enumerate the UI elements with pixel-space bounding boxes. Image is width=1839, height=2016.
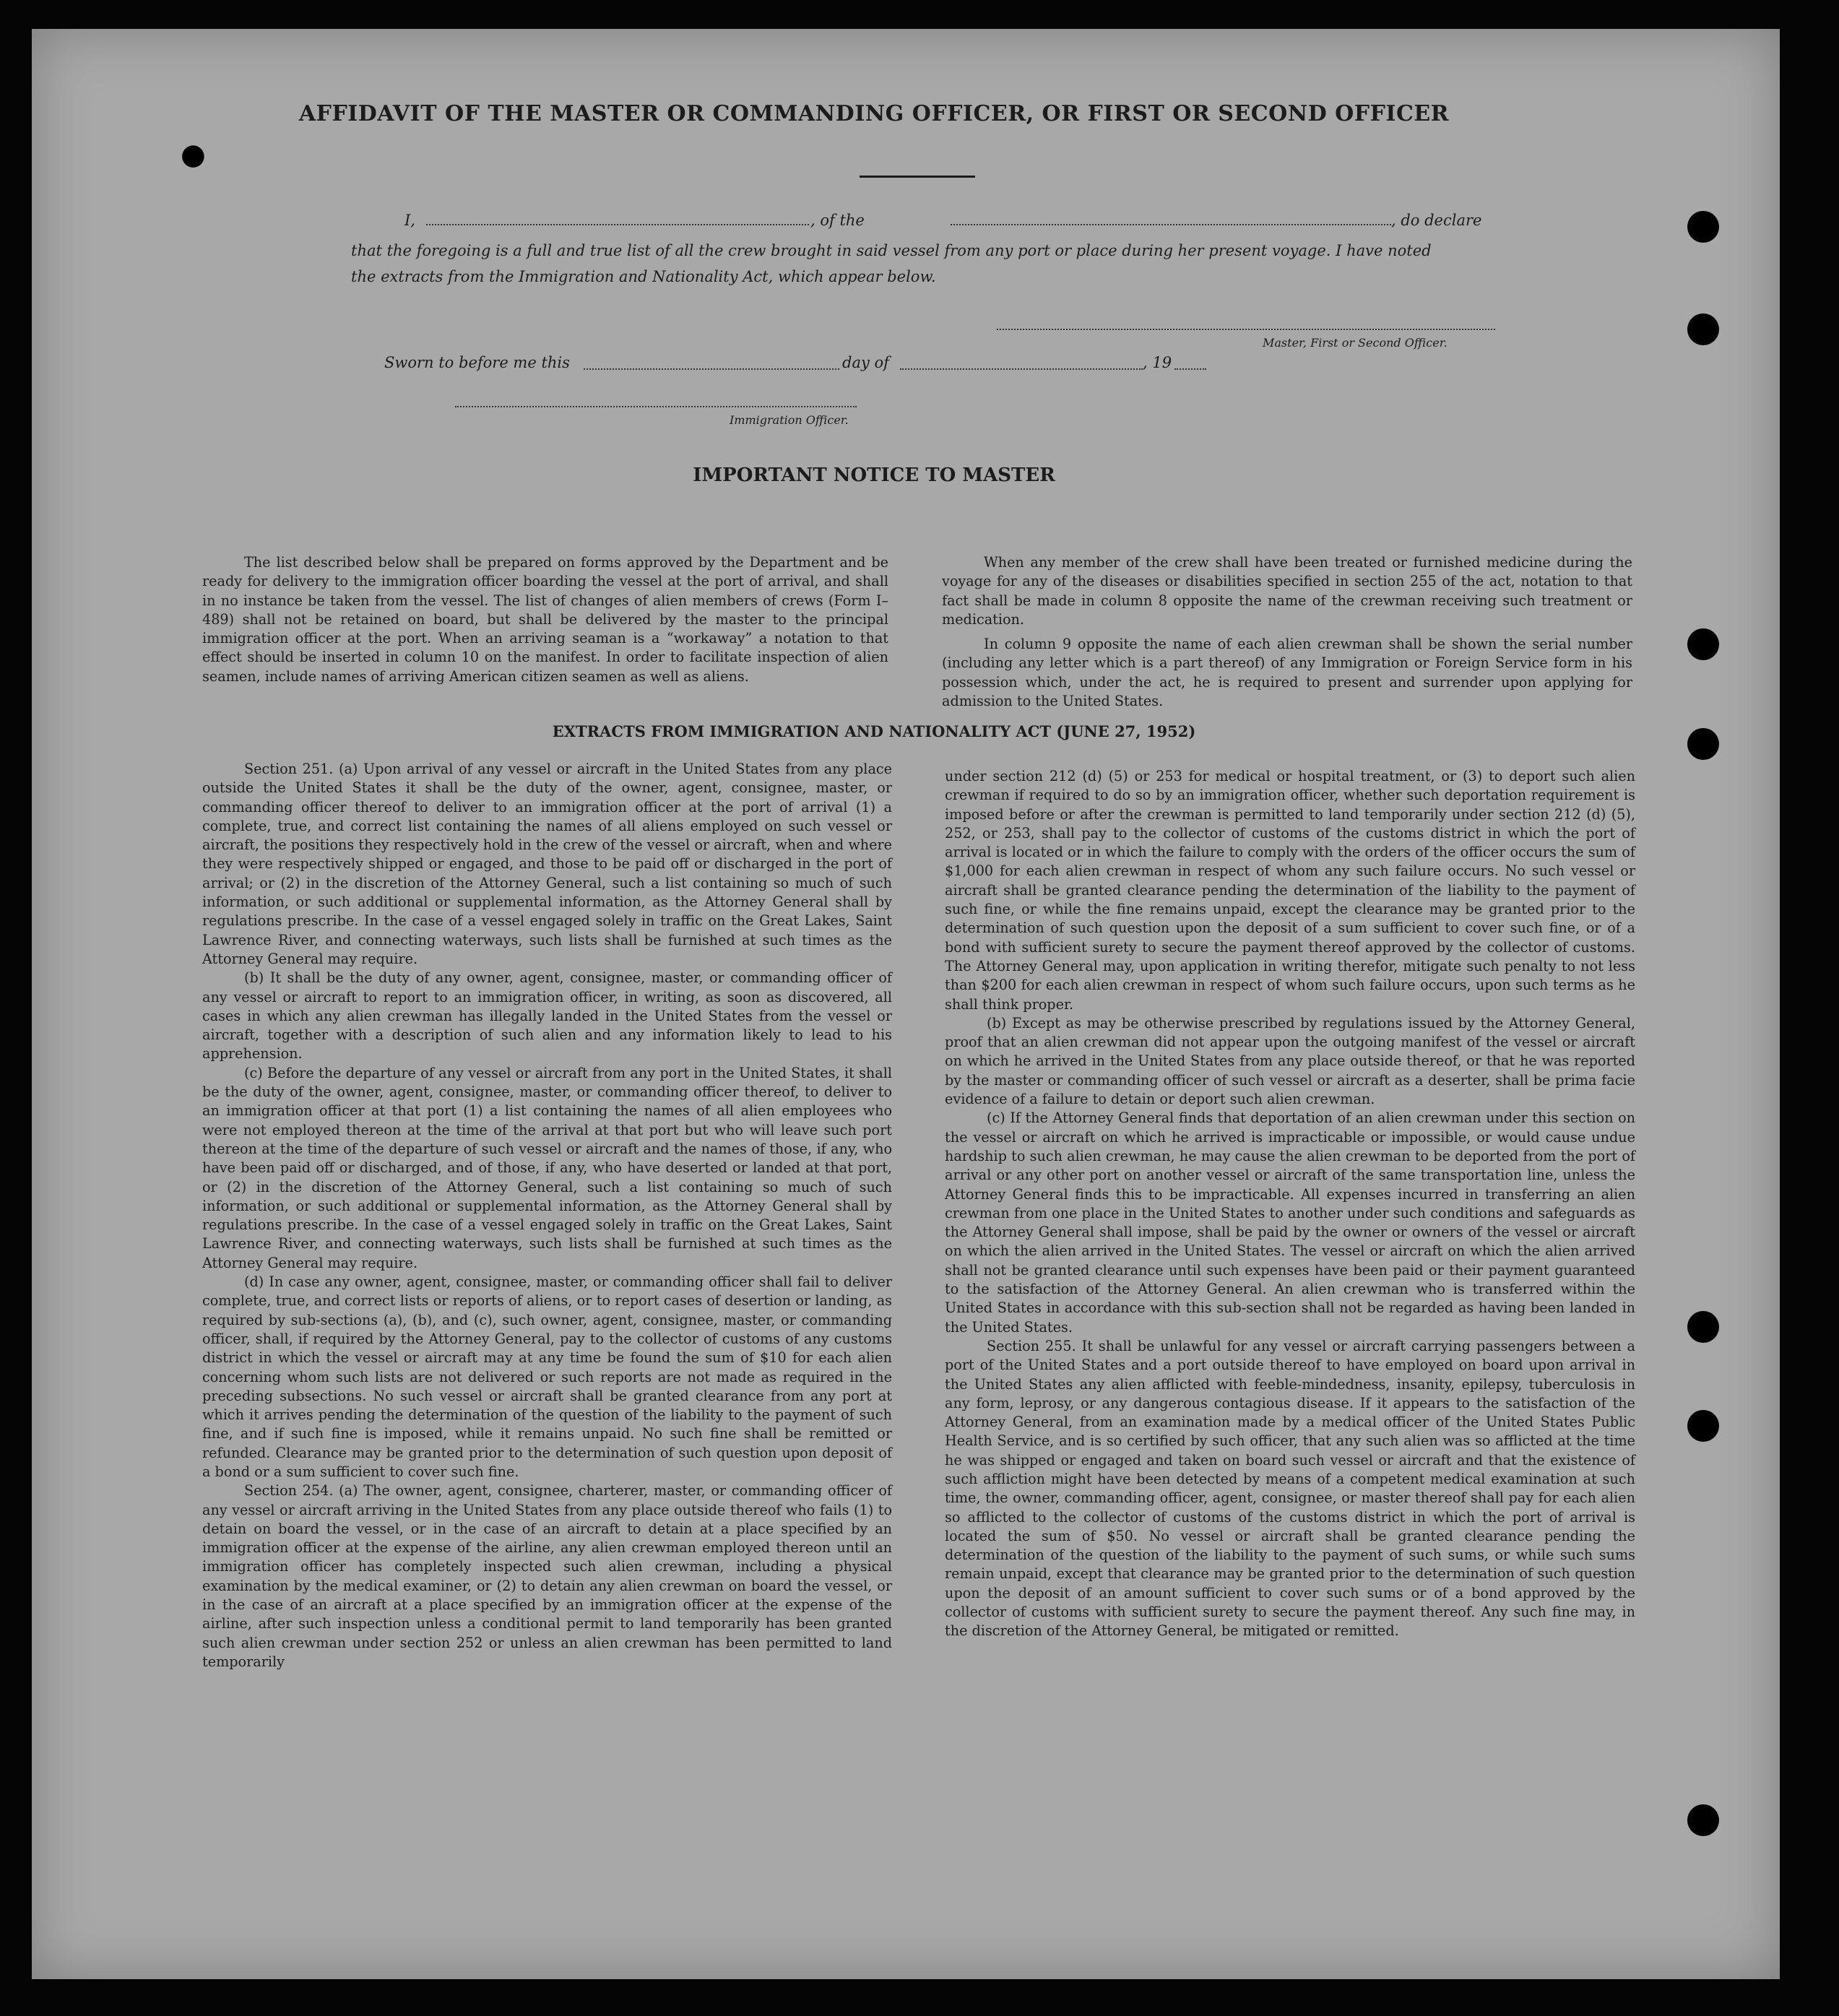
master-caption: Master, First or Second Officer. (1263, 336, 1448, 350)
notice-paragraph: The list described below shall be prepared on forms approved by the Department and be ready for delivery to the immigration officer boarding the vessel at the port of arrival, and shall in no instance be taken from the vessel. The list of changes of alien members of crews (Form I–489) shall not be retained on board, but shall be delivered by the master to the principal immigration officer at the port. When an arriving seaman is a “workaway” a notation to that effect should be inserted in column 10 on the manifest. In order to facilitate inspection of alien seamen, include names of arriving American citizen seamen as well as aliens. (202, 554, 888, 685)
officer-signature-field[interactable] (455, 406, 857, 407)
officer-caption: Immigration Officer. (730, 413, 849, 427)
punch-hole (1687, 1311, 1719, 1343)
extracts-title: EXTRACTS FROM IMMIGRATION AND NATIONALITY ACT (JUNE 27, 1952) (552, 722, 1196, 740)
do-declare-label: , do declare (1391, 212, 1482, 229)
extracts-left-column (202, 760, 892, 1671)
rank-vessel-field[interactable] (951, 224, 1391, 225)
notice-paragraph: In column 9 opposite the name of each alien crewman shall be shown the serial number (including any letter which is a part thereof) of any Immigration or Foreign Service form in his possession which, under the act, he is required to present and surrender upon applying for admission to the United States. (942, 636, 1632, 710)
i-label: I, (404, 212, 415, 229)
section-paragraph: Section 251. (a) Upon arrival of any vessel or aircraft in the United States from any place outside the United States it shall be the duty of the owner, agent, consignee, master, or commanding officer thereof to deliver to an immigration officer at the port of arrival (1) a complete, true, and correct list containing the names of all aliens employed on such vessel or aircraft, the positions they respectively hold in the crew of the vessel or aircraft, when and where they were respectively shipped or engaged, and those to be paid off or discharged in the port of arrival; or (2) in the discretion of the Attorney General, such a list containing so much of such information, or such additional or supplemental information, as the Attorney General shall by regulations prescribe. In the case of a vessel engaged solely in traffic on the Great Lakes, Saint Lawrence River, and connecting waterways, such lists shall be furnished at such times as the Attorney General may require. (202, 761, 892, 967)
sworn-label: Sworn to before me this (384, 354, 570, 371)
day-of-label: day of (842, 354, 889, 371)
sworn-year-field[interactable] (1174, 368, 1206, 370)
notice-paragraph: When any member of the crew shall have been treated or furnished medicine during the voyage for any of the diseases or disabilities specified in section 255 of the act, notation to that fact shall be made in column 8 opposite the name of the crewman receiving such treatment or medication. (942, 554, 1632, 628)
section-paragraph: Section 254. (a) The owner, agent, consignee, charterer, master, or commanding officer of any vessel or aircraft arriving in the United States from any place outside thereof who fails (1) to detain on board the vessel, or in the case of an aircraft to detain at a place specified by an immigration officer at the expense of the airline, any alien crewman employed thereon until an immigration officer has completely inspected such alien crewman, including a physical examination by the medical examiner, or (2) to detain any alien crewman on board the vessel, or in the case of an aircraft at a place specified by an immigration officer at the expense of the airline, after such inspection unless a conditional permit to land temporarily has been granted such alien crewman under section 252 or unless an alien crewman has been permitted to land temporarily (202, 1482, 892, 1670)
sworn-month-field[interactable] (900, 368, 1143, 370)
name-field[interactable] (426, 224, 809, 225)
section-paragraph: (d) In case any owner, agent, consignee, master, or commanding officer shall fail to deliver complete, true, and correct lists or reports of aliens, or to report cases of desertion or landing, as required by sub-sections (a), (b), and (c), such owner, agent, consignee, master, or commanding officer, shall, if required by the Attorney General, pay to the collector of customs of any customs district in which the vessel or aircraft may at any time be found the sum of $10 for each alien concerning whom such lists are not delivered or such reports are not made as required in the preceding subsections. No such vessel or aircraft shall be granted clearance from any port at which it arrives pending the determination of the question of the liability to the payment of such fine, and if such fine is imposed, while it remains unpaid. No such fine shall be remitted or refunded. Clearance may be granted prior to the determination of such question upon deposit of a bond or a sum sufficient to cover such fine. (202, 1273, 892, 1480)
title-underline (860, 176, 975, 178)
punch-hole (1687, 313, 1719, 345)
section-paragraph: (b) Except as may be otherwise prescribed by regulations issued by the Attorney General, proof that an alien crewman did not appear upon the outgoing manifest of the vessel or aircraft on which he arrived in the United States from any place outside thereof, or that he was reported by the master or commanding officer of such vessel or aircraft as a deserter, shall be prima facie evidence of a failure to detain or deport such alien crewman. (945, 1014, 1635, 1108)
punch-hole (1687, 1804, 1719, 1836)
section-paragraph: (c) If the Attorney General finds that deportation of an alien crewman under this section on the vessel or aircraft on which he arrived is impracticable or impossible, or would cause undue hardship to such alien crewman, he may cause the alien crewman to be deported from the port of arrival or any other port on another vessel or aircraft of the same transportation line, unless the Attorney General finds this to be impracticable. All expenses incurred in transferring an alien crewman from one place in the United States to another under such conditions and safeguards as the Attorney General shall impose, shall be paid by the owner or owners of the vessel or aircraft on which the alien arrived in the United States. The vessel or aircraft on which the alien arrived shall not be granted clearance until such expenses have been paid or their payment guaranteed to the satisfaction of the Attorney General. An alien crewman who is transferred within the United States in accordance with this sub-section shall not be regarded as having been landed in the United States. (945, 1109, 1635, 1336)
section-paragraph: under section 212 (d) (5) or 253 for medical or hospital treatment, or (3) to deport such alien crewman if required to do so by an immigration officer, whether such deportation requirement is imposed before or after the crewman is permitted to land temporarily under section 212 (d) (5), 252, or 253, shall pay to the collector of customs of the customs district in which the port of arrival is located or in which the failure to comply with the orders of the officer occurs the sum of $1,000 for each alien crewman in respect of whom any such failure occurs. No such vessel or aircraft shall be granted clearance pending the determination of the liability to the payment of such fine, or while the fine remains unpaid, except the clearance may be granted prior to the determination of such question upon the deposit of a sum sufficient to cover such fine, or of a bond with sufficient surety to secure the payment thereof approved by the collector of customs. The Attorney General may, upon application in writing therefor, mitigate such penalty to not less than $200 for each alien crewman in respect of whom such failure occurs, upon such terms as he shall think proper. (945, 768, 1635, 1013)
ink-blot: ● (181, 137, 206, 171)
notice-right-text (942, 553, 1632, 711)
affidavit-title: AFFIDAVIT OF THE MASTER OR COMMANDING OFFICER, OR FIRST OR SECOND OFFICER (298, 101, 1450, 126)
of-the-label: , of the (810, 212, 865, 229)
extracts-right-column (945, 767, 1635, 1641)
notice-title: IMPORTANT NOTICE TO MASTER (693, 464, 1055, 486)
punch-hole (1687, 211, 1719, 243)
declaration-line-1: that the foregoing is a full and true list of all the crew brought in said vessel from any port or place during her present voyage. I have noted (351, 242, 1432, 259)
year-label: , 19 (1143, 354, 1172, 371)
punch-hole (1687, 1410, 1719, 1442)
declaration-line-2: the extracts from the Immigration and Nationality Act, which appear below. (351, 268, 936, 285)
notice-left-text (202, 553, 888, 686)
section-paragraph: (b) It shall be the duty of any owner, agent, consignee, master, or commanding officer of any vessel or aircraft to report to an immigration officer, in writing, as soon as discovered, all cases in which any alien crewman has illegally landed in the United States from the vessel or aircraft, together with a description of such alien and any information likely to lead to his apprehension. (202, 969, 892, 1063)
section-paragraph: Section 255. It shall be unlawful for any vessel or aircraft carrying passengers between a port of the United States and a port outside thereof to have employed on board upon arrival in the United States any alien afflicted with feeble-mindedness, insanity, epilepsy, tuberculosis in any form, leprosy, or any dangerous contagious disease. If it appears to the satisfaction of the Attorney General, from an examination made by a medical officer of the United States Public Health Service, and is so certified by such officer, that any such alien was so afflicted at the time he was shipped or engaged and taken on board such vessel or aircraft and that the existence of such affliction might have been detected by means of a competent medical examination at such time, the owner, commanding officer, agent, consignee, or master thereof shall pay for each alien so afflicted to the collector of customs of the customs district in which the port of arrival is located the sum of $50. No vessel or aircraft shall be granted clearance pending the determination of the question of the liability to the payment of such sums, or while such sums remain unpaid, except that clearance may be granted prior to the determination of such question upon the deposit of an amount sufficient to cover such sums or of a bond approved by the collector of customs with sufficient surety to secure the payment thereof. Any such fine may, in the discretion of the Attorney General, be mitigated or remitted. (945, 1337, 1635, 1640)
master-signature-field[interactable] (997, 329, 1495, 330)
section-paragraph: (c) Before the departure of any vessel or aircraft from any port in the United States, it shall be the duty of the owner, agent, consignee, master, or commanding officer thereof, to deliver to an immigration officer at that port (1) a list containing the names of all alien employees who were not employed thereon at the time of the arrival at that port but who will leave such port thereon at the time of the departure of such vessel or aircraft and the names of those, if any, who have been paid off or discharged, and of those, if any, who have deserted or landed at that port, or (2) in the discretion of the Attorney General, such a list containing so much of such information, or such additional or supplemental information, as the Attorney General shall by regulations prescribe. In the case of a vessel engaged solely in traffic on the Great Lakes, Saint Lawrence River, and connecting waterways, such lists shall be furnished at such times as the Attorney General may require. (202, 1064, 892, 1271)
punch-hole (1687, 628, 1719, 660)
sworn-day-field[interactable] (584, 368, 839, 370)
